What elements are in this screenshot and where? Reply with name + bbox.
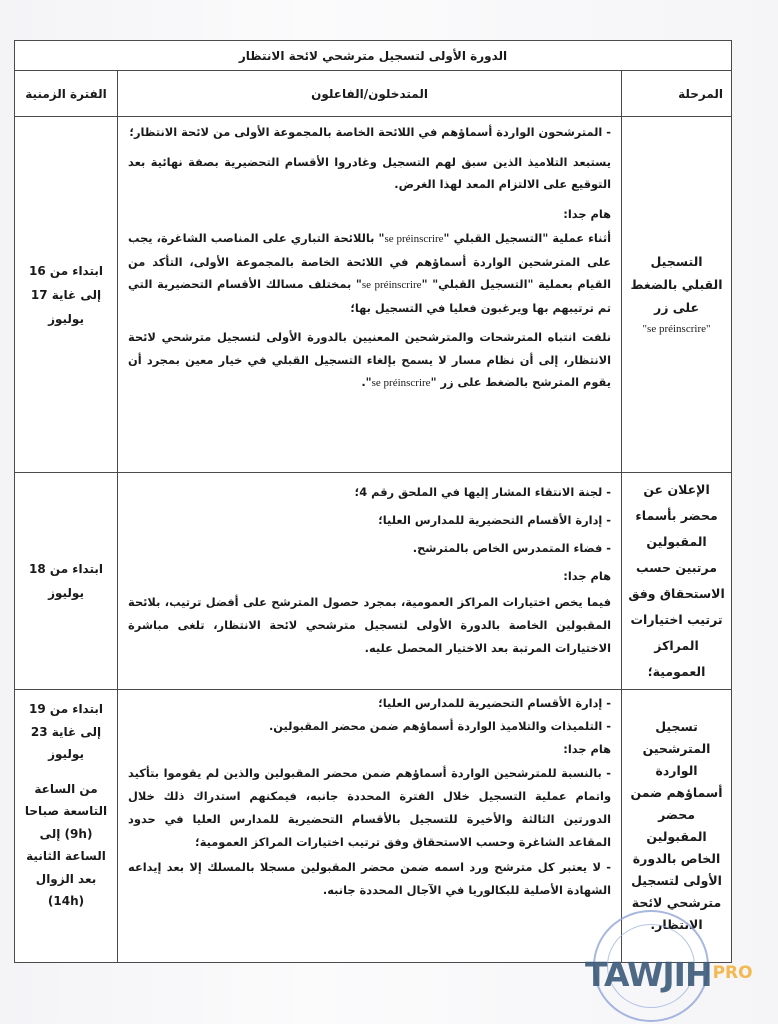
actors-paragraph: - لا يعتبر كل مترشح ورد اسمه ضمن محضر المقبولين مسجلا بالمسلك إلا بعد إيداعه الشهادة الأصلية للبكالوريا في الآجال المحددة جانبه. xyxy=(128,860,612,897)
phase-cell xyxy=(622,117,732,473)
period-line: (9h) إلى xyxy=(39,826,93,841)
period-line: يوليوز xyxy=(48,586,84,600)
text-segment: نلفت انتباه المترشحات والمترشحين المعنيين بالدورة الأولى لتسجيل مترشحي لائحة الانتظار، إلى أن نظام مسار لا يسمح بإلغاء التسجيل القبلي في خيار معين بمجرد أن يقوم المترشح بالضغط على زر " xyxy=(128,330,612,389)
period-line: بعد الزوال xyxy=(35,871,97,886)
period-line: ابتداء من 19 xyxy=(29,702,103,716)
phase-french-text: "se préinscrire" xyxy=(642,323,711,335)
period-line: ابتداء من 16 xyxy=(29,263,103,278)
header-actors: المتدخلون/الفاعلون xyxy=(118,71,622,117)
period-line: إلى غاية 17 xyxy=(30,287,102,302)
actors-paragraph: يستبعد التلاميذ الذين سبق لهم التسجيل وغادروا الأقسام التحضيرية بصفة نهائية بعد التوقيع على الالتزام المعد لهذا الغرض. xyxy=(128,154,612,191)
french-term: se préinscrire xyxy=(371,377,431,389)
important-label: هام جدا: xyxy=(563,206,612,221)
bullet-item: - إدارة الأقسام التحضيرية للمدارس العليا؛ xyxy=(378,696,612,710)
period-cell xyxy=(15,473,118,690)
period-line: (14h) xyxy=(47,894,85,908)
actors-cell xyxy=(118,690,622,963)
actors-paragraph: - بالنسبة للمترشحين الواردة أسماؤهم ضمن محضر المقبولين والذين لم يقوموا بتأكيد واتمام عملية التسجيل خلال الفترة المحددة جانبه، فيمكنهم استدراك ذلك خلال الدورتين الثالثة والأخيرة للتسجيل بالأقسام التحضيرية للمدارس العليا في حدود المقاعد الشاغرة وحسب الاستحقاق وفق ترتيب اختيارات المراكز العمومية؛ xyxy=(128,766,612,849)
french-term: se préinscrire xyxy=(384,233,444,245)
phase-text: التسجيل القبلي بالضغط على زر xyxy=(630,254,723,315)
period-cell xyxy=(15,117,118,473)
bullet-item: - إدارة الأقسام التحضيرية للمدارس العليا؛ xyxy=(378,513,612,527)
bullet-item: - فضاء المتمدرس الخاص بالمترشح. xyxy=(412,541,612,555)
header-row xyxy=(15,71,732,117)
bullet-item: - التلميذات والتلاميذ الواردة أسماؤهم ضمن محضر المقبولين. xyxy=(268,719,612,733)
phase-cell xyxy=(622,473,732,690)
phase-text: الإعلان عن محضر بأسماء المقبولين مرتبين حسب الاستحقاق وفق ترتيب اختيارات المراكز العمومية؛ xyxy=(628,482,725,679)
actors-cell xyxy=(118,117,622,473)
period-line: الساعة الثانية xyxy=(26,849,106,863)
text-segment: أثناء عملية "التسجيل القبلي " xyxy=(443,231,612,245)
title-row xyxy=(15,41,732,71)
period-line: التاسعة صباحا xyxy=(24,804,108,818)
phase-text: تسجيل المترشحين الواردة أسماؤهم ضمن محضر المقبولين الخاص بالدورة الأولى لتسجيل مترشحي لائحة الانتظار. xyxy=(630,719,723,932)
text-segment: " بمختلف مسالك الأقسام التحضيرية التي تم ترتيبهم بها ويرغبون فعليا في التسجيل بها؛ xyxy=(128,277,612,315)
period-line: يوليوز xyxy=(48,311,84,326)
table-row xyxy=(15,117,732,473)
period-line: يوليوز xyxy=(48,747,84,761)
watermark-main: TAWJIH xyxy=(585,955,712,994)
period-spacer xyxy=(19,766,113,778)
actors-paragraph: فيما يخص اختيارات المراكز العمومية، بمجرد حصول المترشح على أفضل ترتيب، بلائحة المقبولين الخاصة بالدورة الأولى لتسجيل مترشحي لائحة الانتظار، تلغى مباشرة الاختيارات المرتبة بعد الاختيار المحصل عليه. xyxy=(128,595,612,655)
actors-paragraph xyxy=(128,326,611,395)
period-cell xyxy=(15,690,118,963)
text-segment: ". xyxy=(361,375,372,389)
actors-paragraph: - المترشحون الواردة أسماؤهم في اللائحة الخاصة بالمجموعة الأولى من لائحة الانتظار؛ xyxy=(129,125,612,139)
actors-paragraph xyxy=(128,227,611,319)
registration-schedule-table xyxy=(14,40,732,963)
table-title: الدورة الأولى لتسجيل مترشحي لائحة الانتظار xyxy=(15,41,732,71)
french-term: se préinscrire xyxy=(361,279,422,291)
period-line: إلى غاية 23 xyxy=(30,724,102,739)
tawjih-pro-watermark xyxy=(585,955,753,994)
text-segment: " باللائحة التباري على المناصب الشاغرة، يجب على المترشحين الواردة أسماؤهم في اللائحة الخاصة بالمجموعة الأولى، التأكد من القيام بعملية "التسجيل القبلي" " xyxy=(128,231,612,291)
period-line: من الساعة xyxy=(34,781,98,796)
watermark-suffix: PRO xyxy=(712,963,753,983)
important-label: هام جدا: xyxy=(563,742,612,756)
bullet-item: - لجنة الانتقاء المشار إليها في الملحق رقم 4؛ xyxy=(354,485,612,499)
header-period: الفترة الزمنية xyxy=(15,71,118,117)
important-label: هام جدا: xyxy=(563,569,612,583)
table-row xyxy=(15,473,732,690)
header-phase: المرحلة xyxy=(622,71,732,117)
period-line: ابتداء من 18 xyxy=(29,562,103,576)
actors-cell xyxy=(118,473,622,690)
